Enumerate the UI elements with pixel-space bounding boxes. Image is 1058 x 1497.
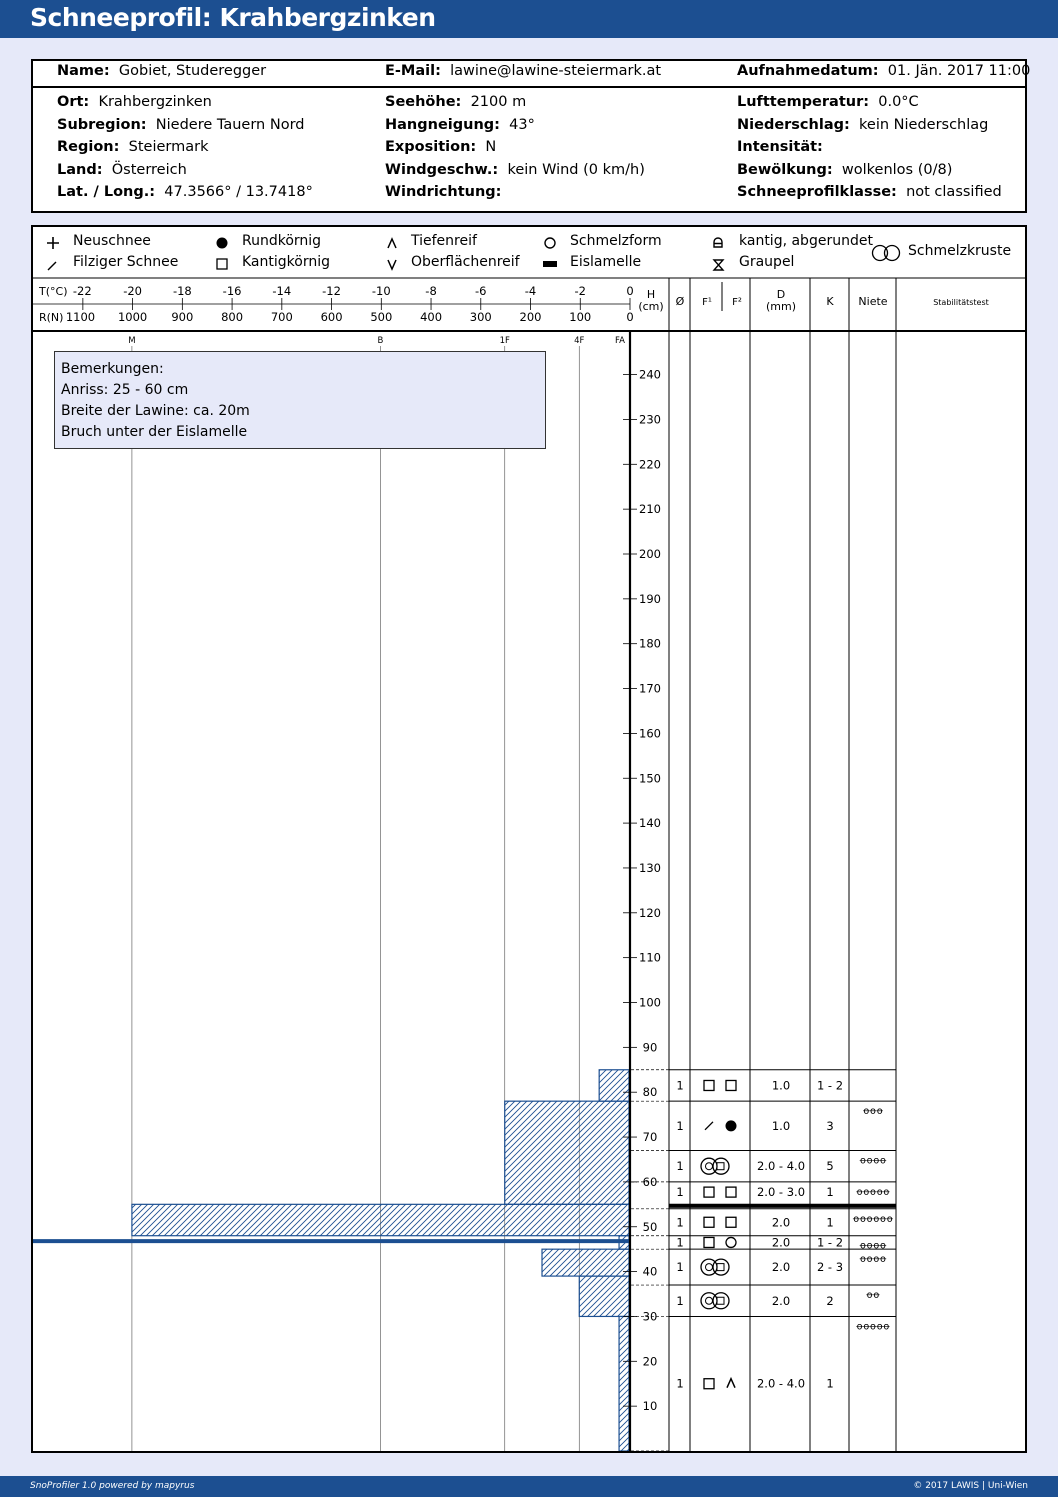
layer-hardness: 2: [826, 1293, 834, 1308]
rounded-faceted-icon: [714, 238, 722, 247]
layer-hardness: 1 - 2: [816, 1078, 844, 1093]
info-key: Niederschlag:: [737, 116, 850, 133]
slash-icon: [48, 262, 56, 270]
dot-icon: [217, 238, 228, 249]
info-key: Bewölkung:: [737, 161, 833, 178]
info-value: Niedere Tauern Nord: [155, 116, 305, 133]
t-tick-label: -6: [475, 284, 487, 298]
layer-niete: ꝋꝋ: [866, 1290, 880, 1302]
height-tick-label: 110: [639, 950, 661, 965]
layer-niete: ꝋꝋꝋꝋꝋ: [856, 1186, 890, 1198]
slash-icon: [705, 1122, 713, 1130]
melt-crust-inner-icon: [717, 1163, 724, 1170]
info-field: [57, 184, 313, 200]
info-key: Windgeschw.:: [385, 161, 499, 178]
graupel-icon: [714, 260, 723, 270]
info-value: lawine@lawine-steiermark.at: [450, 63, 662, 79]
col-header-d-unit: (mm): [765, 300, 797, 313]
info-value: Österreich: [111, 161, 187, 178]
legend-schmelzform: Schmelzform: [570, 233, 662, 249]
plus-icon: [47, 237, 59, 249]
info-field: [57, 162, 187, 178]
r-axis-label: R(N): [39, 311, 64, 324]
height-tick-label: 150: [639, 771, 661, 786]
info-key: Land:: [57, 161, 103, 178]
info-key: Schneeprofilklasse:: [737, 184, 897, 201]
info-value: N: [485, 139, 497, 156]
layer-diameter: 1: [676, 1293, 684, 1308]
info-field: [57, 139, 209, 155]
melt-crust-icon: [713, 1293, 729, 1309]
hardness-step: [579, 1276, 629, 1316]
caret-up-icon: [388, 239, 396, 248]
layer-diameter: 1: [676, 1159, 684, 1174]
info-field: [737, 63, 1030, 79]
info-field: [57, 63, 266, 79]
caret-down-icon: [388, 260, 396, 269]
hand-hardness-label: B: [377, 336, 384, 346]
hand-hardness-label: 1F: [499, 336, 510, 346]
info-key: E-Mail:: [385, 63, 441, 79]
col-header-stability: Stabilitätstest: [933, 298, 989, 307]
melt-crust-icon: [713, 1259, 729, 1275]
melt-crust-icon: [885, 246, 900, 261]
page-title: Schneeprofil: Krahbergzinken: [30, 3, 436, 32]
t-tick-label: -8: [425, 284, 437, 298]
layer-hardness: 1: [826, 1215, 834, 1230]
hardness-step: [599, 1070, 629, 1101]
height-tick-label: 220: [639, 457, 661, 472]
ice-lens-icon: [543, 261, 557, 267]
layer-hardness: 1: [826, 1185, 834, 1200]
r-tick-label: 1100: [65, 310, 96, 324]
legend-kantigkoernig: Kantigkörnig: [242, 254, 330, 270]
height-tick-label: 200: [639, 547, 661, 561]
info-key: Region:: [57, 139, 120, 156]
square-icon: [704, 1379, 714, 1389]
info-key: Hangneigung:: [385, 116, 500, 133]
col-header-d: D: [776, 288, 786, 301]
square-icon: [726, 1217, 736, 1227]
info-field: [57, 117, 304, 133]
r-tick-label: 500: [370, 310, 393, 324]
hardness-step: [132, 1204, 629, 1235]
layer-grain-size: 2.0: [771, 1260, 791, 1275]
height-tick-label: 120: [639, 905, 661, 920]
hand-hardness-label: 4F: [574, 336, 585, 346]
layer-diameter: 1: [676, 1235, 684, 1250]
t-tick-label: -2: [574, 284, 586, 298]
remarks-line: Bruch unter der Eislamelle: [61, 424, 248, 440]
layer-niete: ꝋꝋꝋꝋ: [859, 1240, 887, 1252]
info-key: Name:: [57, 63, 110, 79]
layer-niete: ꝋꝋꝋꝋꝋꝋ: [852, 1213, 894, 1225]
t-tick-label: -10: [371, 284, 391, 298]
hardness-step: [505, 1101, 629, 1204]
info-field: [385, 94, 526, 110]
footer-copyright: © 2017 LAWIS | Uni-Wien: [913, 1481, 1028, 1491]
info-value: Gobiet, Studeregger: [118, 63, 267, 79]
t-tick-label: -22: [72, 284, 92, 298]
square-icon: [704, 1217, 714, 1227]
info-field: [57, 94, 212, 110]
info-value: 01. Jän. 2017 11:00: [887, 63, 1031, 79]
t-axis-label: T(°C): [39, 285, 68, 298]
r-tick-label: 300: [469, 310, 492, 324]
height-tick-label: 140: [639, 816, 661, 831]
info-field: [385, 184, 511, 200]
info-field: [385, 139, 496, 155]
melt-crust-inner-icon: [717, 1264, 724, 1271]
height-tick-label: 10: [642, 1399, 658, 1414]
circle-icon: [545, 238, 555, 248]
t-tick-label: -12: [322, 284, 341, 298]
square-icon: [704, 1237, 714, 1247]
info-value: kein Niederschlag: [859, 116, 989, 133]
layer-hardness: 3: [826, 1118, 834, 1133]
layer-niete: ꝋꝋꝋꝋ: [859, 1254, 887, 1266]
hardness-step: [619, 1316, 629, 1451]
profile-box: [31, 225, 1027, 1453]
legend-neuschnee: Neuschnee: [73, 233, 151, 249]
square-icon: [726, 1187, 736, 1197]
r-tick-label: 800: [221, 310, 244, 324]
layer-grain-size: 1.0: [771, 1118, 791, 1133]
t-tick-label: -4: [524, 284, 537, 298]
ice-lens-row: [669, 1204, 896, 1208]
layer-diameter: 1: [676, 1118, 684, 1133]
metadata-divider: [33, 86, 1025, 88]
info-value: 2100 m: [470, 94, 527, 110]
layer-grain-size: 2.0 - 4.0: [756, 1159, 806, 1174]
col-header-k: K: [826, 295, 834, 308]
r-tick-label: 1000: [117, 310, 148, 324]
melt-crust-inner-icon: [706, 1297, 713, 1304]
layer-hardness: 2 - 3: [816, 1260, 844, 1275]
height-tick-label: 190: [639, 591, 661, 606]
layer-hardness: 1 - 2: [816, 1235, 844, 1250]
layer-hardness: 1: [826, 1376, 834, 1391]
r-tick-label: 700: [270, 310, 293, 324]
height-tick-label: 30: [642, 1309, 658, 1324]
info-key: Subregion:: [57, 116, 147, 133]
melt-crust-inner-icon: [706, 1163, 713, 1170]
info-field: [737, 184, 1002, 200]
caret-up-icon: [727, 1379, 735, 1388]
layer-grain-size: 2.0: [771, 1235, 791, 1250]
footer-credit: SnoProfiler 1.0 powered by mapyrus: [30, 1481, 195, 1491]
info-field: [737, 117, 988, 133]
height-tick-label: 50: [642, 1219, 658, 1234]
info-value: kein Wind (0 km/h): [507, 161, 645, 178]
t-tick-label: -18: [172, 284, 192, 298]
layer-hardness: 5: [826, 1159, 834, 1174]
metadata-box: [31, 59, 1031, 213]
legend-oberflaechenreif: Oberflächenreif: [411, 254, 520, 270]
height-tick-label: 170: [639, 681, 661, 696]
hand-hardness-label: M: [128, 336, 136, 346]
remarks-heading: Bemerkungen:: [61, 361, 164, 377]
melt-crust-icon: [873, 246, 888, 261]
col-header-diam: Ø: [675, 295, 685, 308]
h-axis-unit: (cm): [638, 300, 664, 313]
square-icon: [726, 1080, 736, 1090]
title-bar: [0, 0, 1058, 38]
layer-grain-size: 2.0: [771, 1293, 791, 1308]
info-value: Krahbergzinken: [98, 94, 212, 110]
info-value: 43°: [509, 116, 535, 133]
t-tick-label: -14: [272, 284, 292, 298]
legend-rundkoernig: Rundkörnig: [242, 233, 322, 249]
info-field: [385, 63, 661, 79]
info-value: not classified: [906, 184, 1002, 201]
legend-tiefenreif: Tiefenreif: [411, 233, 477, 249]
h-axis-label: H: [646, 288, 656, 301]
info-key: Aufnahmedatum:: [737, 63, 879, 79]
melt-crust-icon: [713, 1158, 729, 1174]
height-tick-label: 60: [642, 1174, 658, 1189]
legend-eislamelle: Eislamelle: [570, 254, 642, 270]
r-tick-label: 900: [171, 310, 194, 324]
info-field: [737, 94, 919, 110]
t-tick-label: 0: [626, 284, 634, 298]
layer-niete: ꝋꝋꝋꝋꝋ: [856, 1321, 890, 1333]
height-tick-label: 20: [642, 1354, 658, 1369]
info-value: 0.0°C: [878, 94, 919, 110]
info-key: Lufttemperatur:: [737, 94, 870, 110]
layer-grain-size: 2.0: [771, 1215, 791, 1230]
legend-kantig-abgerundet: kantig, abgerundet: [739, 233, 873, 249]
height-tick-label: 180: [639, 636, 661, 651]
square-icon: [704, 1080, 714, 1090]
r-tick-label: 100: [569, 310, 592, 324]
t-tick-label: -20: [123, 284, 142, 298]
height-tick-label: 40: [642, 1264, 658, 1279]
t-tick-label: -16: [222, 284, 242, 298]
dot-icon: [726, 1120, 737, 1131]
layer-grain-size: 1.0: [771, 1078, 791, 1093]
footer: [0, 1476, 1058, 1497]
remarks-line: Anriss: 25 - 60 cm: [61, 382, 189, 398]
height-tick-label: 130: [639, 860, 661, 875]
layer-niete: ꝋꝋꝋꝋ: [859, 1155, 887, 1167]
height-tick-label: 90: [642, 1040, 658, 1055]
height-tick-label: 210: [639, 502, 661, 517]
layer-grain-size: 2.0 - 3.0: [756, 1185, 806, 1200]
hardness-step: [542, 1249, 629, 1276]
r-tick-label: 200: [519, 310, 542, 324]
info-key: Intensität:: [737, 139, 823, 156]
info-field: [737, 162, 952, 178]
height-tick-label: 100: [639, 995, 661, 1010]
info-value: 47.3566° / 13.7418°: [164, 184, 313, 201]
height-tick-label: 80: [642, 1085, 658, 1100]
legend-filziger: Filziger Schnee: [73, 254, 179, 270]
info-field: [385, 117, 535, 133]
height-tick-label: 230: [639, 412, 661, 427]
layer-diameter: 1: [676, 1078, 684, 1093]
col-header-niete: Niete: [858, 295, 888, 308]
info-field: [385, 162, 645, 178]
info-field: [737, 139, 832, 155]
square-icon: [217, 259, 227, 269]
col-header-f1: F¹: [702, 297, 712, 308]
remarks-box: [54, 351, 546, 449]
melt-crust-inner-icon: [717, 1297, 724, 1304]
height-tick-label: 160: [639, 726, 661, 741]
info-key: Ort:: [57, 94, 90, 110]
r-tick-label: 0: [626, 310, 634, 324]
info-key: Lat. / Long.:: [57, 184, 156, 201]
info-key: Windrichtung:: [385, 184, 502, 201]
col-header-f2: F²: [732, 297, 742, 308]
layer-diameter: 1: [676, 1376, 684, 1391]
circle-icon: [726, 1237, 736, 1247]
layer-diameter: 1: [676, 1260, 684, 1275]
layer-diameter: 1: [676, 1185, 684, 1200]
square-icon: [704, 1187, 714, 1197]
height-tick-label: 70: [642, 1130, 658, 1145]
height-tick-label: 240: [639, 367, 661, 382]
layer-diameter: 1: [676, 1215, 684, 1230]
r-tick-label: 400: [420, 310, 443, 324]
info-value: wolkenlos (0/8): [841, 161, 953, 178]
layer-grain-size: 2.0 - 4.0: [756, 1376, 806, 1391]
melt-crust-inner-icon: [706, 1264, 713, 1271]
info-value: Steiermark: [128, 139, 209, 156]
info-key: Seehöhe:: [385, 94, 462, 110]
info-key: Exposition:: [385, 139, 477, 156]
layer-niete: ꝋꝋꝋ: [862, 1106, 884, 1118]
legend-schmelzkruste: Schmelzkruste: [908, 243, 1012, 259]
hand-hardness-label: FA: [615, 336, 625, 346]
remarks-line: Breite der Lawine: ca. 20m: [61, 403, 250, 419]
r-tick-label: 600: [320, 310, 343, 324]
legend-graupel: Graupel: [739, 254, 795, 270]
